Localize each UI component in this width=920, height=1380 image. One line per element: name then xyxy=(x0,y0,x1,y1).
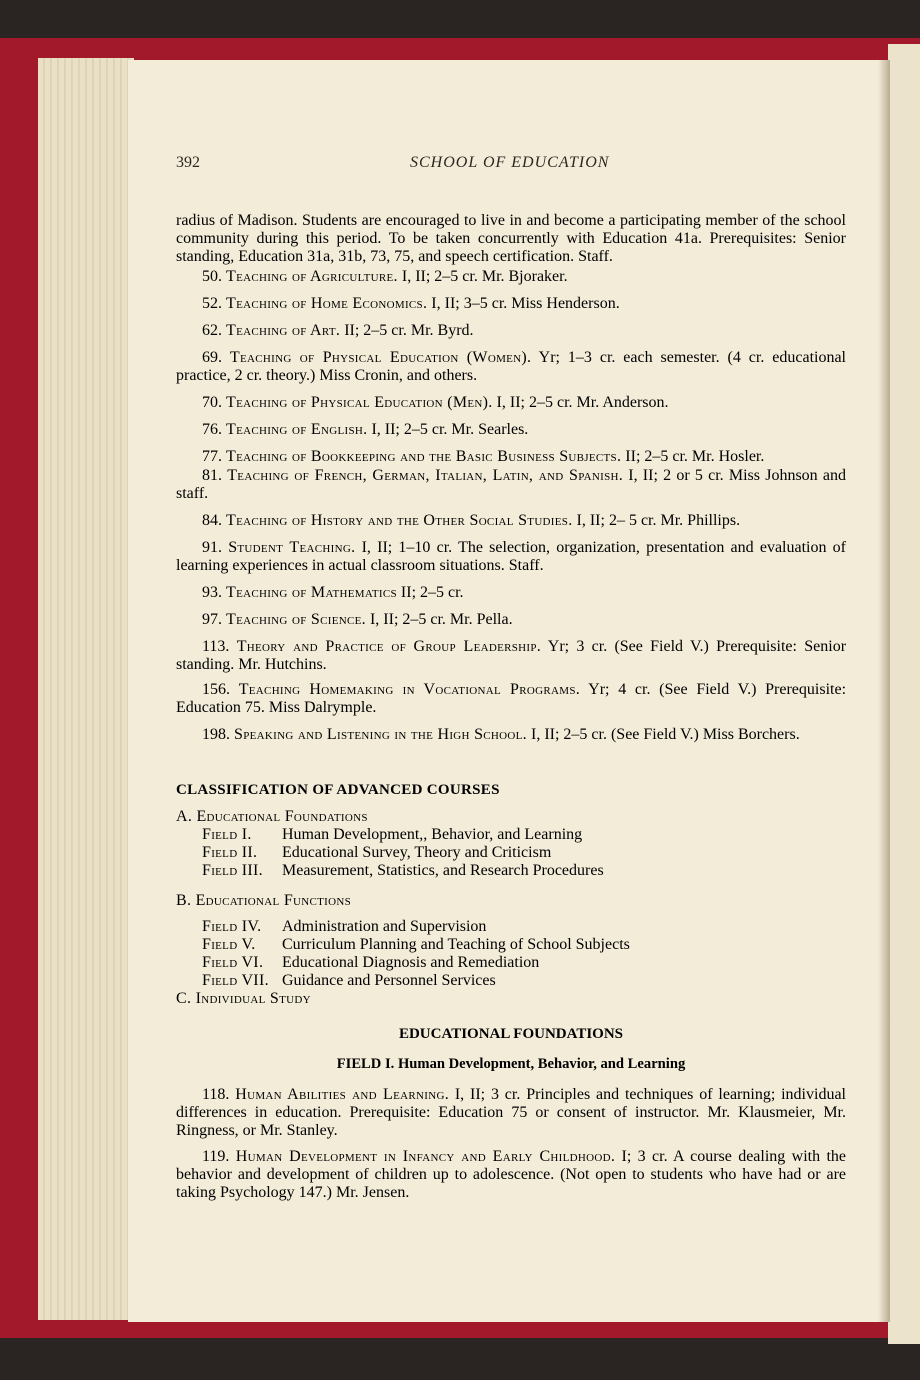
course-title: Teaching of Home Economics. xyxy=(226,295,428,312)
course-title: Theory and Practice of Group Leadership. xyxy=(236,638,542,655)
course-number: 76. xyxy=(202,421,226,438)
group-c-label: C. Individual Study xyxy=(176,990,311,1007)
course-number: 81. xyxy=(202,467,228,484)
field-item xyxy=(202,862,604,880)
course-title: Teaching of History and the Other Social Studies. xyxy=(226,512,573,529)
page-gutter xyxy=(878,60,890,1322)
course-details: II; 2–5 cr. Mr. Byrd. xyxy=(340,322,474,339)
field-label: Field VII. xyxy=(202,972,269,989)
foundations-course-entry xyxy=(176,1148,846,1202)
course-entry xyxy=(176,268,846,286)
field-name: Educational Survey, Theory and Criticism xyxy=(282,844,552,861)
group-a-label: A. Educational Foundations xyxy=(176,808,368,825)
course-entry xyxy=(176,539,846,575)
course-number: 77. xyxy=(202,448,226,465)
course-details: I, II; 2– 5 cr. Mr. Phillips. xyxy=(572,512,741,529)
course-number: 91. xyxy=(202,539,229,556)
course-number: 62. xyxy=(202,322,226,339)
course-entry xyxy=(176,421,846,439)
course-details: I, II; 3 cr. Principles and techniques of learning; individual differences in education. Prerequisite: Education 75 or consent of instructor. Mr. Klausmeier, Mr. Ringness, or Mr. Stanley. xyxy=(176,1086,846,1139)
running-title: SCHOOL OF EDUCATION xyxy=(410,154,610,171)
course-title: Human Abilities and Learning. xyxy=(235,1086,450,1103)
facing-page-edge xyxy=(888,44,920,1344)
course-title: Teaching of English. xyxy=(226,421,368,438)
course-details: I, II; 2–5 cr. Mr. Bjoraker. xyxy=(397,268,568,285)
course-title: Teaching of Bookkeeping and the Basic Business Subjects. xyxy=(226,448,622,465)
course-entry xyxy=(176,726,846,744)
course-entry xyxy=(176,467,846,503)
field-label: Field I. xyxy=(202,826,252,843)
field-item xyxy=(202,826,582,844)
course-title: Student Teaching. xyxy=(228,539,356,556)
field-name: Guidance and Personnel Services xyxy=(282,972,496,989)
course-number: 119. xyxy=(202,1148,236,1165)
course-number: 198. xyxy=(202,726,234,743)
course-entry xyxy=(176,448,846,466)
course-title: Teaching of Physical Education (Men). xyxy=(226,394,493,411)
course-details: II; 2–5 cr. Mr. Hosler. xyxy=(621,448,765,465)
field-label: Field IV. xyxy=(202,918,262,935)
course-title: Teaching of Agriculture. xyxy=(226,268,398,285)
course-title: Teaching of Mathematics xyxy=(226,584,397,601)
course-number: 97. xyxy=(202,611,226,628)
course-details: II; 2–5 cr. xyxy=(396,584,464,601)
field-item xyxy=(202,918,486,936)
course-entry xyxy=(176,295,846,313)
classification-heading: CLASSIFICATION OF ADVANCED COURSES xyxy=(176,782,500,798)
course-title: Teaching Homemaking in Vocational Programs. xyxy=(238,681,581,698)
course-details: I, II; 2–5 cr. (See Field V.) Miss Borchers. xyxy=(526,726,800,743)
course-number: 52. xyxy=(202,295,226,312)
field-label: Field II. xyxy=(202,844,258,861)
course-details: I, II; 2–5 cr. Mr. Pella. xyxy=(365,611,513,628)
field-item xyxy=(202,936,630,954)
course-details: I, II; 2 or 5 cr. Miss Johnson and staff. xyxy=(176,467,847,502)
course-details: I, II; 2–5 cr. Mr. Searles. xyxy=(367,421,529,438)
field-item xyxy=(202,972,496,990)
group-b-label: B. Educational Functions xyxy=(176,892,352,909)
course-entry xyxy=(176,322,846,340)
field-name: Human Development,, Behavior, and Learning xyxy=(282,826,583,843)
course-title: Teaching of Art. xyxy=(226,322,341,339)
course-title: Speaking and Listening in the High School. xyxy=(234,726,527,743)
course-details: I, II; 3–5 cr. Miss Henderson. xyxy=(427,295,620,312)
page-edges xyxy=(38,58,134,1320)
field-label: Field VI. xyxy=(202,954,264,971)
field-one-subheading: FIELD I. Human Development, Behavior, and Learning xyxy=(336,1056,686,1072)
page-number: 392 xyxy=(176,154,200,171)
course-title: Human Development in Infancy and Early Childhood. xyxy=(235,1148,616,1165)
course-details: Yr; 4 cr. (See Field V.) Prerequisite: Education 75. Miss Dalrymple. xyxy=(176,681,847,716)
course-entry xyxy=(176,584,846,602)
course-number: 93. xyxy=(202,584,226,601)
course-entry xyxy=(176,638,846,674)
course-number: 113. xyxy=(202,638,237,655)
intro-paragraph: radius of Madison. Students are encouraged to live in and become a participating member of the school community during this period. To be taken concurrently with Education 41a. Prerequisites: Senior standing, Education 31a, 31b, 73, 75, and speech certification. Staff. xyxy=(176,212,846,265)
course-number: 70. xyxy=(202,394,226,411)
course-details: Yr; 3 cr. (See Field V.) Prerequisite: Senior standing. Mr. Hutchins. xyxy=(176,638,847,673)
course-number: 156. xyxy=(202,681,239,698)
course-entry xyxy=(176,349,846,385)
course-title: Teaching of Physical Education (Women). xyxy=(229,349,532,366)
field-name: Administration and Supervision xyxy=(282,918,487,935)
course-details: I; 3 cr. A course dealing with the behavior and development of children up to adolescence. (Not open to students who have had or are taking Psychology 147.) Mr. Jensen. xyxy=(176,1148,847,1201)
course-number: 69. xyxy=(202,349,230,366)
field-item xyxy=(202,844,551,862)
foundations-heading: EDUCATIONAL FOUNDATIONS xyxy=(398,1026,624,1042)
field-name: Educational Diagnosis and Remediation xyxy=(282,954,540,971)
course-number: 50. xyxy=(202,268,226,285)
field-label: Field V. xyxy=(202,936,256,953)
course-entry xyxy=(176,611,846,629)
field-item xyxy=(202,954,539,972)
course-entry xyxy=(176,394,846,412)
course-entry xyxy=(176,681,846,717)
course-title: Teaching of French, German, Italian, Latin, and Spanish. xyxy=(227,467,624,484)
course-number: 84. xyxy=(202,512,226,529)
field-name: Curriculum Planning and Teaching of School Subjects xyxy=(282,936,630,953)
course-details: I, II; 2–5 cr. Mr. Anderson. xyxy=(492,394,669,411)
course-details: Yr; 1–3 cr. each semester. (4 cr. educational practice, 2 cr. theory.) Miss Cronin, and others. xyxy=(176,349,847,384)
field-label: Field III. xyxy=(202,862,263,879)
course-title: Teaching of Science. xyxy=(226,611,366,628)
course-entry xyxy=(176,512,846,530)
field-name: Measurement, Statistics, and Research Procedures xyxy=(282,862,604,879)
course-number: 118. xyxy=(202,1086,236,1103)
course-details: I, II; 1–10 cr. The selection, organization, presentation and evaluation of learning experiences in actual classroom situations. Staff. xyxy=(176,539,847,574)
foundations-course-entry xyxy=(176,1086,846,1140)
